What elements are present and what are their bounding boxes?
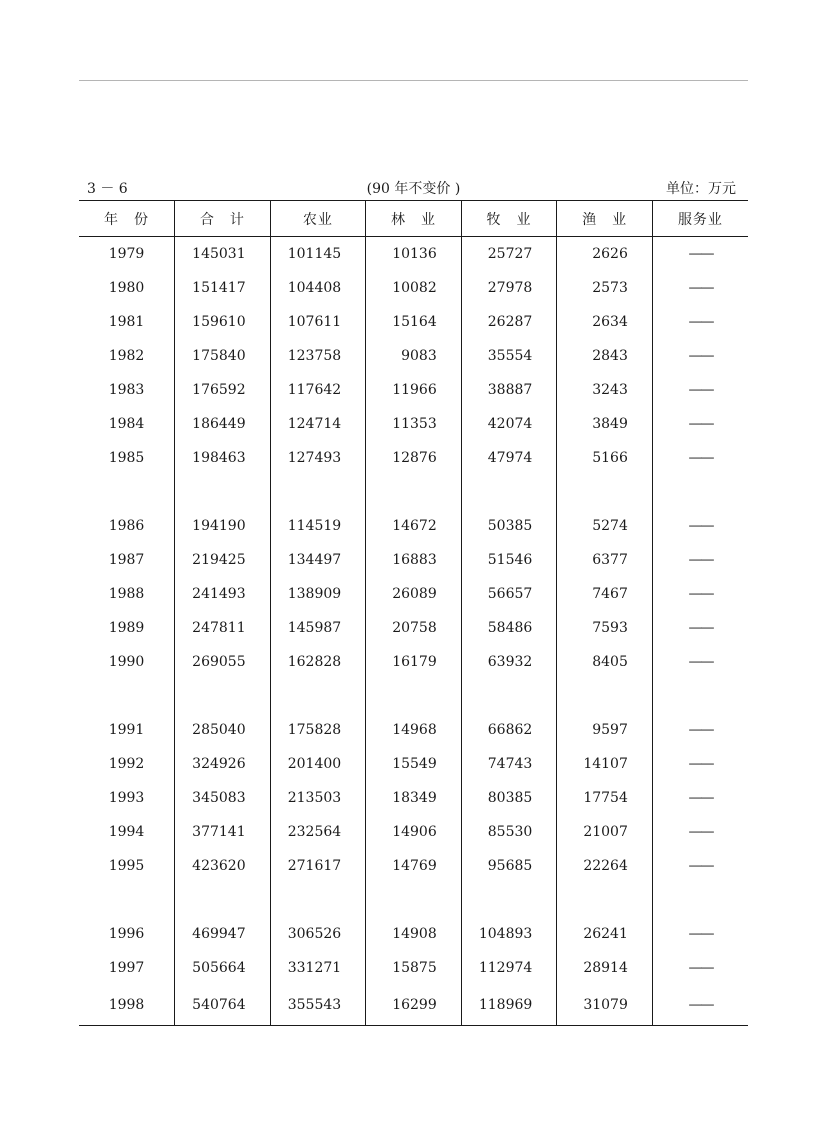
fishery-cell: 5274 — [557, 509, 653, 543]
year-cell: 1996 — [108, 926, 145, 942]
year-cell: 1991 — [108, 722, 145, 738]
agriculture-cell: 138909 — [270, 577, 366, 611]
spacer-cell — [366, 679, 462, 713]
year-cell: 1995 — [108, 858, 145, 874]
spacer-cell — [652, 475, 748, 509]
fishery-cell: 3849 — [557, 407, 653, 441]
year-cell: 1993 — [108, 790, 145, 806]
animal-husbandry-cell: 58486 — [461, 611, 557, 645]
total-cell: 377141 — [175, 815, 271, 849]
services-cell: —— — [652, 781, 748, 815]
table-body — [79, 237, 748, 1026]
table-row — [79, 985, 748, 1026]
forestry-cell: 14769 — [366, 849, 462, 883]
year-cell: 1986 — [108, 518, 145, 534]
table-row — [79, 747, 748, 781]
table-row — [79, 781, 748, 815]
fishery-cell: 7593 — [557, 611, 653, 645]
year-cell: 1985 — [108, 450, 145, 466]
forestry-cell: 14672 — [366, 509, 462, 543]
table-row — [79, 407, 748, 441]
group-spacer-row — [79, 679, 748, 713]
table-row — [79, 577, 748, 611]
total-cell: 423620 — [175, 849, 271, 883]
fishery-cell: 26241 — [557, 917, 653, 951]
services-cell: —— — [652, 611, 748, 645]
year-cell: 1989 — [108, 620, 145, 636]
agriculture-cell: 232564 — [270, 815, 366, 849]
animal-husbandry-cell: 38887 — [461, 373, 557, 407]
animal-husbandry-cell: 56657 — [461, 577, 557, 611]
table-row — [79, 509, 748, 543]
services-cell: —— — [652, 645, 748, 679]
header-total: 合 计 — [175, 201, 271, 237]
table-row — [79, 339, 748, 373]
header-fishery: 渔 业 — [557, 201, 653, 237]
agriculture-cell: 213503 — [270, 781, 366, 815]
agriculture-cell: 271617 — [270, 849, 366, 883]
services-cell: —— — [652, 373, 748, 407]
agriculture-cell: 355543 — [270, 985, 366, 1026]
total-cell: 145031 — [175, 237, 271, 272]
table-row — [79, 237, 748, 272]
year-cell: 1998 — [108, 997, 145, 1013]
agriculture-cell: 134497 — [270, 543, 366, 577]
header-services: 服务业 — [652, 201, 748, 237]
group-spacer-row — [79, 883, 748, 917]
spacer-cell — [461, 475, 557, 509]
animal-husbandry-cell: 95685 — [461, 849, 557, 883]
forestry-cell: 18349 — [366, 781, 462, 815]
year-cell: 1990 — [108, 654, 145, 670]
spacer-cell — [652, 883, 748, 917]
total-cell: 345083 — [175, 781, 271, 815]
table-row — [79, 645, 748, 679]
fishery-cell: 17754 — [557, 781, 653, 815]
total-cell: 540764 — [175, 985, 271, 1026]
price-basis-note: (90 年不变价 ) — [366, 181, 461, 197]
spacer-cell — [79, 475, 175, 509]
agriculture-cell: 201400 — [270, 747, 366, 781]
group-spacer-row — [79, 475, 748, 509]
fishery-cell: 2573 — [557, 271, 653, 305]
table-row — [79, 917, 748, 951]
table-row — [79, 373, 748, 407]
animal-husbandry-cell: 35554 — [461, 339, 557, 373]
forestry-cell: 9083 — [366, 339, 462, 373]
spacer-cell — [270, 679, 366, 713]
total-cell: 176592 — [175, 373, 271, 407]
year-cell: 1981 — [108, 314, 145, 330]
fishery-cell: 5166 — [557, 441, 653, 475]
spacer-cell — [557, 475, 653, 509]
animal-husbandry-cell: 112974 — [461, 951, 557, 985]
animal-husbandry-cell: 104893 — [461, 917, 557, 951]
animal-husbandry-cell: 27978 — [461, 271, 557, 305]
table-row — [79, 271, 748, 305]
services-cell: —— — [652, 577, 748, 611]
year-cell: 1980 — [108, 280, 145, 296]
table-row — [79, 543, 748, 577]
animal-husbandry-cell: 66862 — [461, 713, 557, 747]
spacer-cell — [79, 883, 175, 917]
fishery-cell: 21007 — [557, 815, 653, 849]
services-cell: —— — [652, 407, 748, 441]
year-cell: 1988 — [108, 586, 145, 602]
total-cell: 219425 — [175, 543, 271, 577]
year-cell: 1997 — [108, 960, 145, 976]
services-cell: —— — [652, 339, 748, 373]
table-row — [79, 849, 748, 883]
table-number: 3 － 6 — [87, 181, 128, 197]
animal-husbandry-cell: 51546 — [461, 543, 557, 577]
header-year: 年 份 — [79, 201, 175, 237]
services-cell: —— — [652, 951, 748, 985]
year-cell: 1983 — [108, 382, 145, 398]
forestry-cell: 15875 — [366, 951, 462, 985]
services-cell: —— — [652, 543, 748, 577]
table-row — [79, 305, 748, 339]
total-cell: 186449 — [175, 407, 271, 441]
spacer-cell — [175, 883, 271, 917]
year-cell: 1982 — [108, 348, 145, 364]
fishery-cell: 3243 — [557, 373, 653, 407]
fishery-cell: 8405 — [557, 645, 653, 679]
services-cell: —— — [652, 237, 748, 272]
fishery-cell: 2634 — [557, 305, 653, 339]
header-forestry: 林 业 — [366, 201, 462, 237]
forestry-cell: 15164 — [366, 305, 462, 339]
fishery-cell: 7467 — [557, 577, 653, 611]
forestry-cell: 14968 — [366, 713, 462, 747]
total-cell: 324926 — [175, 747, 271, 781]
agriculture-cell: 145987 — [270, 611, 366, 645]
forestry-cell: 14908 — [366, 917, 462, 951]
animal-husbandry-cell: 50385 — [461, 509, 557, 543]
table-row — [79, 713, 748, 747]
agriculture-cell: 127493 — [270, 441, 366, 475]
top-divider — [79, 80, 748, 81]
services-cell: —— — [652, 849, 748, 883]
forestry-cell: 11353 — [366, 407, 462, 441]
services-cell: —— — [652, 815, 748, 849]
fishery-cell: 2843 — [557, 339, 653, 373]
fishery-cell: 6377 — [557, 543, 653, 577]
output-value-table — [79, 200, 748, 1026]
forestry-cell: 16179 — [366, 645, 462, 679]
animal-husbandry-cell: 85530 — [461, 815, 557, 849]
total-cell: 269055 — [175, 645, 271, 679]
total-cell: 241493 — [175, 577, 271, 611]
forestry-cell: 26089 — [366, 577, 462, 611]
spacer-cell — [366, 883, 462, 917]
agriculture-cell: 331271 — [270, 951, 366, 985]
total-cell: 247811 — [175, 611, 271, 645]
year-cell: 1992 — [108, 756, 145, 772]
forestry-cell: 15549 — [366, 747, 462, 781]
fishery-cell: 2626 — [557, 237, 653, 272]
table-row — [79, 441, 748, 475]
services-cell: —— — [652, 271, 748, 305]
spacer-cell — [652, 679, 748, 713]
total-cell: 198463 — [175, 441, 271, 475]
animal-husbandry-cell: 63932 — [461, 645, 557, 679]
spacer-cell — [557, 883, 653, 917]
animal-husbandry-cell: 118969 — [461, 985, 557, 1026]
agriculture-cell: 306526 — [270, 917, 366, 951]
agriculture-cell: 175828 — [270, 713, 366, 747]
fishery-cell: 14107 — [557, 747, 653, 781]
total-cell: 505664 — [175, 951, 271, 985]
forestry-cell: 10136 — [366, 237, 462, 272]
unit-label: 单位：万元 — [666, 181, 736, 197]
fishery-cell: 28914 — [557, 951, 653, 985]
fishery-cell: 22264 — [557, 849, 653, 883]
spacer-cell — [270, 883, 366, 917]
spacer-cell — [557, 679, 653, 713]
total-cell: 159610 — [175, 305, 271, 339]
table-row — [79, 611, 748, 645]
agriculture-cell: 107611 — [270, 305, 366, 339]
services-cell: —— — [652, 747, 748, 781]
spacer-cell — [461, 679, 557, 713]
spacer-cell — [270, 475, 366, 509]
services-cell: —— — [652, 713, 748, 747]
total-cell: 469947 — [175, 917, 271, 951]
services-cell: —— — [652, 509, 748, 543]
forestry-cell: 14906 — [366, 815, 462, 849]
forestry-cell: 16883 — [366, 543, 462, 577]
animal-husbandry-cell: 25727 — [461, 237, 557, 272]
year-cell: 1979 — [108, 246, 145, 262]
spacer-cell — [366, 475, 462, 509]
animal-husbandry-cell: 26287 — [461, 305, 557, 339]
total-cell: 151417 — [175, 271, 271, 305]
agriculture-cell: 114519 — [270, 509, 366, 543]
services-cell: —— — [652, 305, 748, 339]
year-cell: 1987 — [108, 552, 145, 568]
agriculture-cell: 104408 — [270, 271, 366, 305]
forestry-cell: 16299 — [366, 985, 462, 1026]
table-row — [79, 951, 748, 985]
fishery-cell: 31079 — [557, 985, 653, 1026]
services-cell: —— — [652, 441, 748, 475]
table-row — [79, 815, 748, 849]
header-row — [79, 201, 748, 237]
agriculture-cell: 117642 — [270, 373, 366, 407]
agriculture-cell: 123758 — [270, 339, 366, 373]
services-cell: —— — [652, 917, 748, 951]
total-cell: 175840 — [175, 339, 271, 373]
forestry-cell: 10082 — [366, 271, 462, 305]
year-cell: 1994 — [108, 824, 145, 840]
fishery-cell: 9597 — [557, 713, 653, 747]
forestry-cell: 12876 — [366, 441, 462, 475]
forestry-cell: 20758 — [366, 611, 462, 645]
animal-husbandry-cell: 42074 — [461, 407, 557, 441]
animal-husbandry-cell: 80385 — [461, 781, 557, 815]
header-animal-husbandry: 牧 业 — [461, 201, 557, 237]
animal-husbandry-cell: 74743 — [461, 747, 557, 781]
forestry-cell: 11966 — [366, 373, 462, 407]
spacer-cell — [79, 679, 175, 713]
agriculture-cell: 124714 — [270, 407, 366, 441]
total-cell: 285040 — [175, 713, 271, 747]
year-cell: 1984 — [108, 416, 145, 432]
spacer-cell — [461, 883, 557, 917]
total-cell: 194190 — [175, 509, 271, 543]
agriculture-cell: 101145 — [270, 237, 366, 272]
services-cell: —— — [652, 985, 748, 1026]
header-agriculture: 农业 — [270, 201, 366, 237]
table-caption — [79, 178, 748, 198]
agriculture-cell: 162828 — [270, 645, 366, 679]
animal-husbandry-cell: 47974 — [461, 441, 557, 475]
spacer-cell — [175, 475, 271, 509]
spacer-cell — [175, 679, 271, 713]
